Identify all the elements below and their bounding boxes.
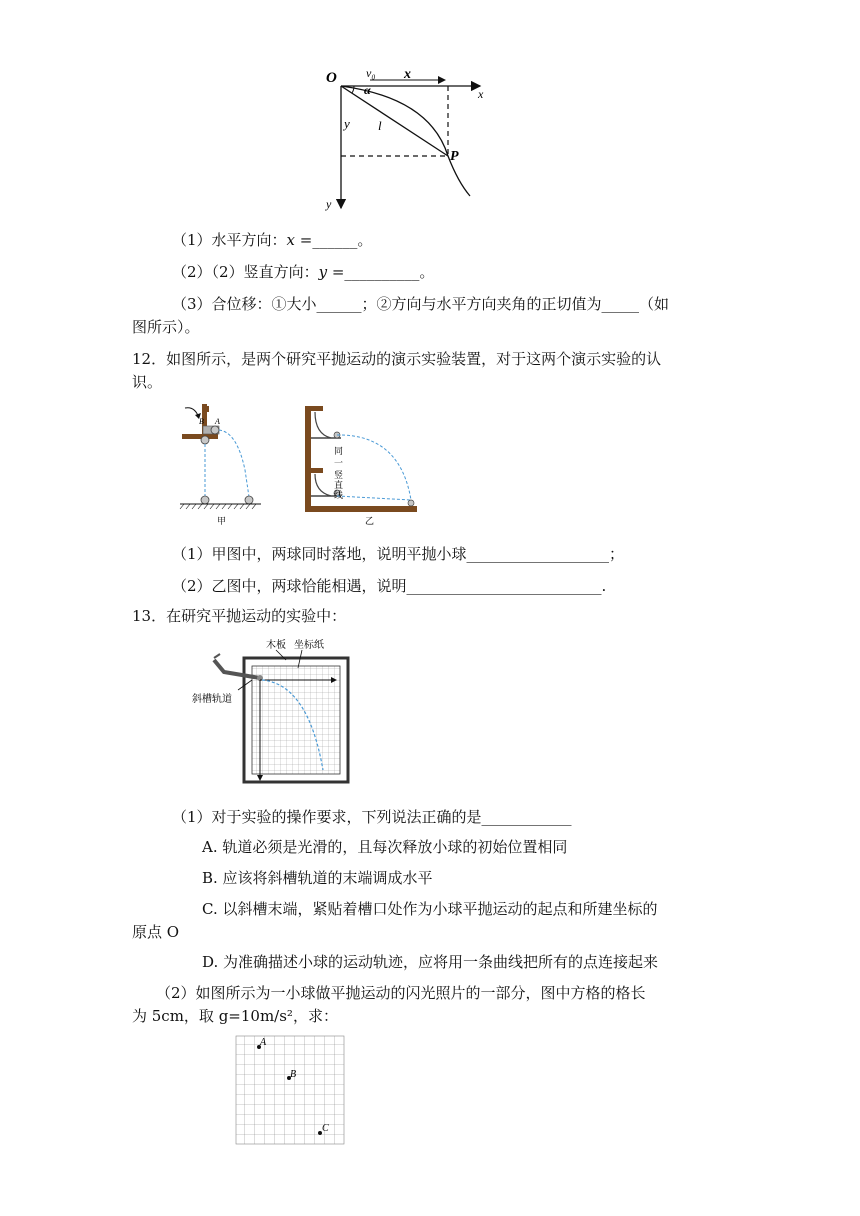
- label-yi: 乙: [365, 517, 375, 527]
- label-track: 斜槽轨道: [192, 694, 232, 705]
- label-B: B: [199, 417, 204, 426]
- displacement-line-l: [341, 86, 448, 156]
- label-vertical-4: 直: [334, 481, 344, 491]
- alpha-arc: [352, 86, 354, 93]
- label-alpha: α: [364, 83, 371, 97]
- label-l: l: [378, 118, 382, 133]
- label-point-B: B: [290, 1069, 297, 1080]
- grid-paper: [252, 666, 340, 774]
- label-vertical-5: 线: [334, 491, 344, 501]
- stand-shelf: [182, 434, 218, 439]
- label-P: P: [450, 149, 459, 164]
- q11-sub1: （1）水平方向：𝑥 =______。: [172, 231, 373, 249]
- label-A: A: [215, 417, 220, 426]
- board-bottom: [305, 506, 417, 512]
- q13-sub2-line1: （2）如图所示为一小球做平抛运动的闪光照片的一部分，图中方格的格长: [156, 984, 646, 1002]
- q13-option-A: A. 轨道必须是光滑的，且每次释放小球的初始位置相同: [202, 838, 568, 856]
- q13-experiment-figure: [190, 638, 365, 788]
- q13-stem: 13．在研究平抛运动的实验中：: [132, 607, 347, 625]
- label-x-top: x: [404, 67, 411, 82]
- label-grid-paper: 坐标纸: [294, 640, 324, 651]
- q11-sub3-line1: （3）合位移：①大小______；②方向与水平方向夹角的正切值为_____（如: [172, 295, 670, 313]
- label-point-C: C: [322, 1123, 329, 1134]
- q13-option-D: D. 为准确描述小球的运动轨迹，应将用一条曲线把所有的点连接起来: [202, 953, 659, 971]
- label-y-side: y: [344, 116, 350, 131]
- q13-sub2-line2: 为 5cm，取 g=10m/s²，求：: [132, 1007, 338, 1025]
- q13-option-B: B. 应该将斜槽轨道的末端调成水平: [202, 869, 433, 887]
- q12-stem-line2: 识。: [132, 373, 163, 391]
- label-vertical-2: 一: [334, 459, 344, 469]
- q12-apparatus-figure: [175, 400, 445, 530]
- label-point-A: A: [260, 1037, 267, 1048]
- ball-A: [211, 426, 219, 434]
- strobe-grid-figure: [234, 1034, 346, 1148]
- q12-sub2: （2）乙图中，两球恰能相遇，说明__________________________.: [172, 577, 607, 595]
- q13-option-C-line2: 原点 O: [132, 923, 180, 941]
- q12-sub1: （1）甲图中，两球同时落地，说明平抛小球___________________；: [172, 545, 625, 563]
- label-x-axis: x: [478, 87, 484, 101]
- label-vertical-3: 竖: [334, 471, 344, 481]
- label-board: 木板: [266, 640, 286, 651]
- label-y-axis: y: [326, 197, 332, 211]
- ball-B: [201, 436, 209, 444]
- board-vertical: [305, 406, 311, 510]
- label-O: O: [326, 70, 337, 86]
- label-vertical-1: 同: [334, 447, 344, 457]
- q11-sub2: （2）（2）竖直方向：𝑦 =__________。: [172, 263, 435, 281]
- label-jia: 甲: [217, 517, 227, 527]
- parabola-yi: [337, 435, 411, 500]
- label-v0: v₀: [366, 66, 376, 80]
- trajectory-curve: [341, 86, 470, 196]
- parabola-jia: [219, 430, 249, 497]
- q11-sub3-line2: 图所示）。: [132, 318, 200, 336]
- projectile-coordinate-figure: [320, 60, 500, 215]
- q13-sub1: （1）对于实验的操作要求，下列说法正确的是____________: [172, 808, 572, 826]
- q13-option-C-line1: C. 以斜槽末端，紧贴着槽口处作为小球平抛运动的起点和所建坐标的: [202, 900, 658, 918]
- q12-stem-line1: 12．如图所示，是两个研究平抛运动的演示实验装置，对于这两个演示实验的认: [132, 350, 662, 368]
